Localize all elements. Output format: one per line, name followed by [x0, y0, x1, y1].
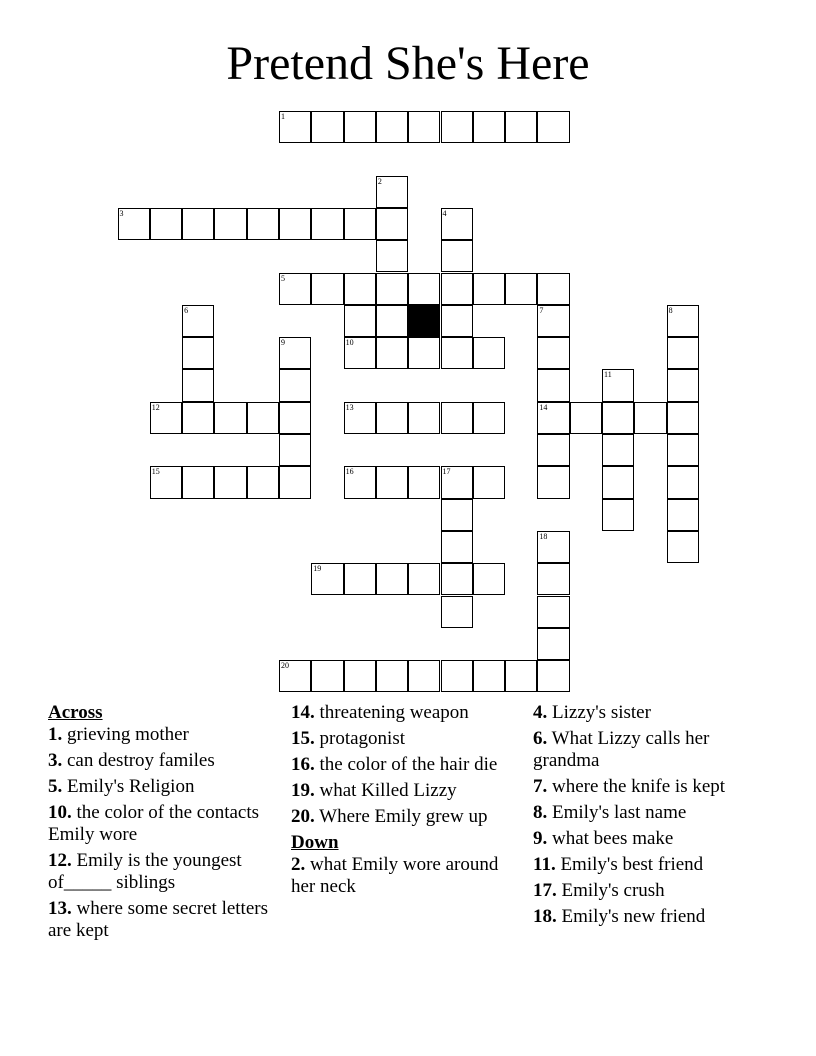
crossword-cell[interactable]	[537, 563, 569, 595]
crossword-cell[interactable]	[311, 273, 343, 305]
crossword-cell[interactable]	[473, 273, 505, 305]
crossword-cell[interactable]	[247, 466, 279, 498]
clue-text: where the knife is kept	[547, 776, 726, 797]
clue-number: 19.	[291, 780, 315, 801]
clue-number: 7.	[533, 776, 548, 797]
clue-number: 9.	[533, 828, 548, 849]
crossword-cell[interactable]	[376, 240, 408, 272]
crossword-cell[interactable]	[182, 466, 214, 498]
cell-number: 8	[668, 305, 673, 315]
crossword-cell[interactable]	[376, 466, 408, 498]
crossword-cell[interactable]	[150, 402, 182, 434]
crossword-cell[interactable]	[441, 499, 473, 531]
crossword-cell[interactable]	[376, 660, 408, 692]
crossword-cell[interactable]	[344, 466, 376, 498]
crossword-cell[interactable]	[505, 273, 537, 305]
crossword-cell[interactable]	[408, 111, 440, 143]
clue-item	[533, 880, 769, 902]
cell-number: 9	[281, 338, 285, 348]
crossword-cell[interactable]	[570, 402, 602, 434]
clue-text: What Lizzy calls her grandma	[533, 728, 710, 771]
crossword-cell[interactable]	[182, 369, 214, 401]
crossword-cell[interactable]	[279, 434, 311, 466]
crossword-cell[interactable]	[667, 499, 699, 531]
clue-item	[48, 898, 284, 942]
clue-number: 16.	[291, 754, 315, 775]
crossword-cell[interactable]	[408, 563, 440, 595]
cell-number: 15	[151, 467, 160, 477]
crossword-cell[interactable]	[537, 337, 569, 369]
crossword-cell[interactable]	[344, 208, 376, 240]
cell-number: 14	[539, 402, 548, 412]
crossword-cell[interactable]	[441, 466, 473, 498]
cell-number: 4	[442, 208, 447, 218]
crossword-cell[interactable]	[441, 337, 473, 369]
crossword-cell[interactable]	[182, 305, 214, 337]
clue-text: Emily's crush	[556, 880, 665, 901]
crossword-cell[interactable]	[537, 111, 569, 143]
crossword-cell[interactable]	[344, 563, 376, 595]
crossword-cell[interactable]	[376, 208, 408, 240]
crossword-cell[interactable]	[602, 402, 634, 434]
crossword-cell[interactable]	[537, 531, 569, 563]
clue-number: 11.	[533, 854, 556, 875]
crossword-cell[interactable]	[376, 176, 408, 208]
crossword-cell[interactable]	[473, 111, 505, 143]
cell-number: 10	[345, 338, 354, 348]
cell-number: 13	[345, 402, 354, 412]
clue-number: 18.	[533, 906, 557, 927]
clue-column-2	[291, 702, 523, 902]
clue-number: 6.	[533, 728, 548, 749]
crossword-cell[interactable]	[441, 531, 473, 563]
cell-number: 1	[281, 112, 285, 121]
crossword-cell[interactable]	[441, 208, 473, 240]
clue-number: 17.	[533, 880, 557, 901]
clue-item	[533, 854, 769, 876]
crossword-cell[interactable]	[473, 466, 505, 498]
clue-number: 15.	[291, 728, 315, 749]
crossword-cell[interactable]	[150, 208, 182, 240]
crossword-cell[interactable]	[408, 402, 440, 434]
crossword-cell[interactable]	[214, 466, 246, 498]
crossword-cell[interactable]	[311, 111, 343, 143]
clue-text: what Killed Lizzy	[314, 780, 457, 801]
crossword-cell[interactable]	[473, 402, 505, 434]
clue-item	[533, 906, 769, 928]
crossword-cell[interactable]	[667, 434, 699, 466]
crossword-cell[interactable]	[344, 273, 376, 305]
clue-item	[48, 750, 284, 772]
cell-number: 18	[539, 531, 548, 541]
crossword-cell[interactable]	[311, 660, 343, 692]
crossword-cell[interactable]	[376, 111, 408, 143]
crossword-cell[interactable]	[376, 337, 408, 369]
clue-number: 5.	[48, 776, 63, 797]
clue-text: Emily's Religion	[62, 776, 195, 797]
crossword-cell[interactable]	[344, 305, 376, 337]
cell-number: 16	[345, 467, 354, 477]
clue-number: 12.	[48, 850, 72, 871]
clue-number: 3.	[48, 750, 63, 771]
crossword-cell[interactable]	[667, 466, 699, 498]
clue-text: threatening weapon	[314, 702, 469, 723]
crossword-cell[interactable]	[537, 660, 569, 692]
crossword-cell[interactable]	[247, 208, 279, 240]
crossword-cell[interactable]	[602, 434, 634, 466]
crossword-cell[interactable]	[408, 466, 440, 498]
clue-column-1	[48, 702, 284, 946]
crossword-cell[interactable]	[182, 337, 214, 369]
crossword-cell[interactable]	[537, 369, 569, 401]
crossword-cell[interactable]	[537, 628, 569, 660]
crossword-cell[interactable]	[376, 273, 408, 305]
crossword-cell[interactable]	[408, 273, 440, 305]
cell-number: 7	[539, 305, 544, 315]
crossword-cell[interactable]	[279, 402, 311, 434]
crossword-cell[interactable]	[667, 531, 699, 563]
clue-text: protagonist	[314, 728, 405, 749]
crossword-cell[interactable]	[537, 434, 569, 466]
crossword-cell[interactable]	[602, 369, 634, 401]
crossword-cell[interactable]	[473, 660, 505, 692]
crossword-cell[interactable]	[537, 402, 569, 434]
crossword-cell[interactable]	[537, 466, 569, 498]
crossword-cell[interactable]	[634, 402, 666, 434]
clue-item	[291, 854, 523, 898]
crossword-cell[interactable]	[441, 273, 473, 305]
crossword-cell[interactable]	[214, 402, 246, 434]
clue-number: 8.	[533, 802, 548, 823]
crossword-cell[interactable]	[667, 337, 699, 369]
clue-item	[48, 802, 284, 846]
crossword-cell[interactable]	[408, 660, 440, 692]
down-heading: Down	[291, 832, 339, 853]
crossword-cell[interactable]	[376, 305, 408, 337]
page-title: Pretend She's Here	[226, 37, 590, 90]
crossword-cell[interactable]	[602, 466, 634, 498]
crossword-cell[interactable]	[441, 305, 473, 337]
clue-text: Emily's best friend	[555, 854, 704, 875]
crossword-cell[interactable]	[441, 111, 473, 143]
clue-text: what bees make	[547, 828, 674, 849]
crossword-cell[interactable]	[279, 337, 311, 369]
clue-item	[533, 776, 769, 798]
cell-number: 3	[119, 208, 124, 218]
clue-number: 4.	[533, 702, 548, 723]
crossword-cell[interactable]	[279, 660, 311, 692]
clue-column-3	[533, 702, 769, 932]
clue-item	[291, 754, 523, 776]
crossword-cell[interactable]	[344, 402, 376, 434]
crossword-cell[interactable]	[505, 111, 537, 143]
crossword-cell[interactable]	[279, 208, 311, 240]
crossword-cell[interactable]	[247, 402, 279, 434]
clue-item	[291, 780, 523, 802]
crossword-cell[interactable]	[602, 499, 634, 531]
clue-number: 2.	[291, 854, 306, 875]
clue-text: Emily is the youngest of_____ siblings	[48, 850, 242, 893]
clue-item	[533, 728, 769, 772]
cell-number: 12	[151, 402, 160, 412]
crossword-cell[interactable]	[441, 596, 473, 628]
clue-number: 14.	[291, 702, 315, 723]
clue-text: where some secret letters are kept	[48, 898, 268, 941]
clue-item	[533, 828, 769, 850]
clue-text: can destroy familes	[62, 750, 215, 771]
crossword-cell[interactable]	[505, 660, 537, 692]
cell-number: 20	[281, 661, 289, 671]
crossword-cell[interactable]	[667, 402, 699, 434]
across-heading: Across	[48, 702, 103, 723]
cell-number: 2	[377, 176, 382, 186]
crossword-cell[interactable]	[214, 208, 246, 240]
crossword-cell[interactable]	[537, 305, 569, 337]
crossword-cell[interactable]	[376, 563, 408, 595]
crossword-cell[interactable]	[344, 337, 376, 369]
crossword-cell[interactable]	[150, 466, 182, 498]
clue-number: 20.	[291, 806, 315, 827]
cell-number: 19	[313, 564, 322, 574]
crossword-cell[interactable]	[182, 208, 214, 240]
crossword-cell[interactable]	[376, 402, 408, 434]
clue-item	[533, 702, 769, 724]
clue-text: Emily's new friend	[556, 906, 706, 927]
clue-item	[533, 802, 769, 824]
crossword-cell[interactable]	[182, 402, 214, 434]
crossword-cell[interactable]	[473, 337, 505, 369]
clue-number: 13.	[48, 898, 72, 919]
crossword-cell[interactable]	[311, 563, 343, 595]
clue-text: the color of the contacts Emily wore	[48, 802, 260, 845]
crossword-cell[interactable]	[537, 596, 569, 628]
crossword-cell[interactable]	[408, 337, 440, 369]
crossword-cell[interactable]	[279, 273, 311, 305]
cell-number: 17	[442, 467, 451, 477]
clue-text: what Emily wore around her neck	[291, 854, 499, 897]
crossword-cell[interactable]	[279, 369, 311, 401]
crossword-cell[interactable]	[667, 369, 699, 401]
clue-item	[291, 806, 523, 828]
clue-item	[48, 850, 284, 894]
clue-item	[291, 702, 523, 724]
crossword-cell[interactable]	[441, 563, 473, 595]
crossword-cell[interactable]	[344, 660, 376, 692]
clue-text: Lizzy's sister	[547, 702, 651, 723]
crossword-cell[interactable]	[473, 563, 505, 595]
crossword-cell[interactable]	[441, 240, 473, 272]
crossword-cell[interactable]	[667, 305, 699, 337]
crossword-cell[interactable]	[344, 111, 376, 143]
crossword-cell[interactable]	[118, 208, 150, 240]
clue-item	[48, 724, 284, 746]
cell-number: 11	[604, 370, 612, 380]
clue-number: 1.	[48, 724, 63, 745]
clue-number: 10.	[48, 802, 72, 823]
clue-item	[48, 776, 284, 798]
crossword-cell[interactable]	[441, 402, 473, 434]
crossword-cell[interactable]	[279, 111, 311, 143]
crossword-cell[interactable]	[537, 273, 569, 305]
clue-text: grieving mother	[62, 724, 189, 745]
crossword-cell[interactable]	[311, 208, 343, 240]
crossword-cell[interactable]	[279, 466, 311, 498]
black-cell	[408, 305, 440, 337]
cell-number: 6	[184, 305, 189, 315]
crossword-cell[interactable]	[441, 660, 473, 692]
clue-item	[291, 728, 523, 750]
clue-text: Emily's last name	[547, 802, 687, 823]
clue-text: the color of the hair die	[314, 754, 498, 775]
clue-text: Where Emily grew up	[314, 806, 488, 827]
cell-number: 5	[281, 273, 285, 283]
